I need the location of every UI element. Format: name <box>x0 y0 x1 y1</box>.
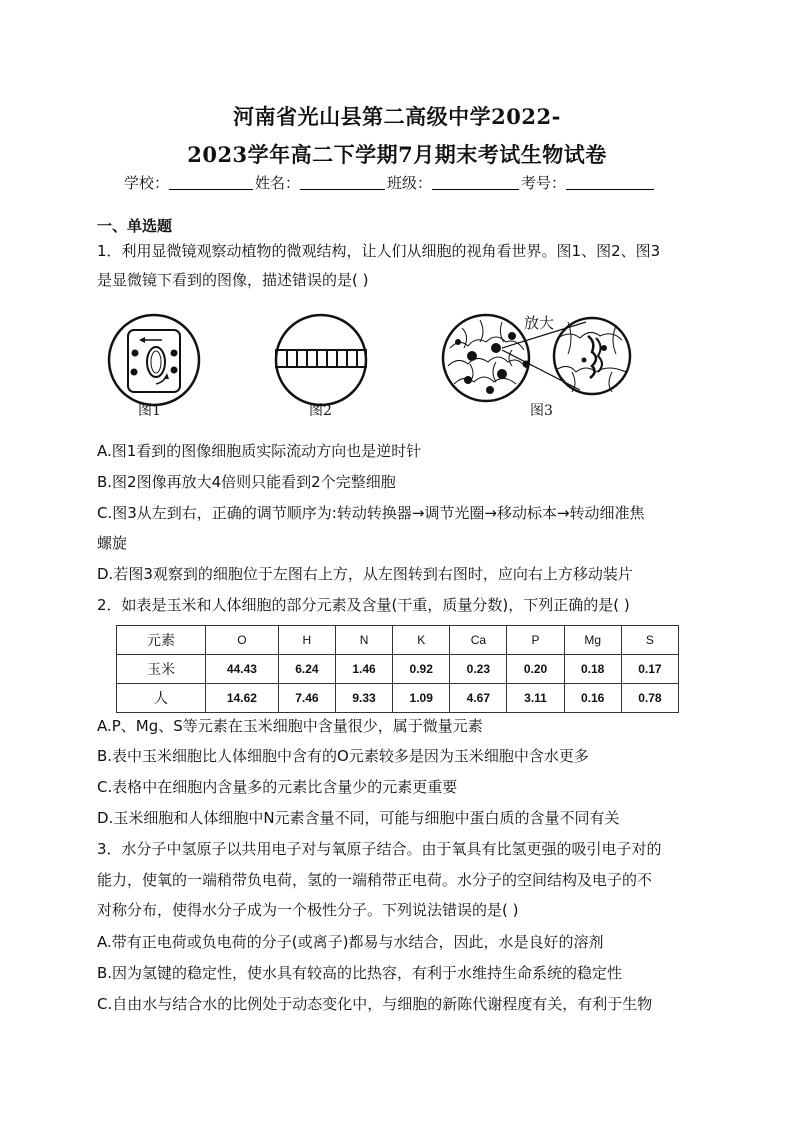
q3-option-a: A.带有正电荷或负电荷的分子(或离子)都易与水结合，因此，水是良好的溶剂 <box>97 933 604 951</box>
q2-option-b: B.表中玉米细胞比人体细胞中含有的O元素较多是因为玉米细胞中含水更多 <box>97 747 589 765</box>
q2-option-a: A.P、Mg、S等元素在玉米细胞中含量很少，属于微量元素 <box>97 717 483 735</box>
student-info-row <box>124 172 654 193</box>
q1-option-d: D.若图3观察到的细胞位于左图右上方，从左图转到右图时，应向右上方移动装片 <box>97 565 633 583</box>
q3-option-c: C.自由水与结合水的比例处于动态变化中，与细胞的新陈代谢程度有关，有利于生物 <box>97 995 653 1013</box>
q3-stem-line3: 对称分布，使得水分子成为一个极性分子。下列说法错误的是( ) <box>97 901 519 919</box>
figure-2-caption: 图2 <box>309 403 332 419</box>
name-blank[interactable] <box>300 175 385 190</box>
table-cell: 14.62 <box>206 684 279 713</box>
q2-stem: 2．如表是玉米和人体细胞的部分元素及含量(干重，质量分数)，下列正确的是( ) <box>97 596 630 614</box>
element-content-table <box>116 625 679 713</box>
q1-stem-line2: 是显微镜下看到的图像，描述错误的是( ) <box>97 271 369 289</box>
q3-stem-line2: 能力，使氧的一端稍带负电荷，氢的一端稍带正电荷。水分子的空间结构及电子的不 <box>97 871 653 889</box>
exam-number-blank[interactable] <box>566 175 654 190</box>
q2-option-d: D.玉米细胞和人体细胞中N元素含量不同，可能与细胞中蛋白质的含量不同有关 <box>97 809 620 827</box>
table-header-cell: O <box>206 626 279 655</box>
figure-2-image <box>273 312 369 408</box>
q2-option-c: C.表格中在细胞内含量多的元素比含量少的元素更重要 <box>97 778 458 796</box>
table-row-corn <box>117 655 679 684</box>
table-header-cell: K <box>393 626 450 655</box>
table-cell: 44.43 <box>206 655 279 684</box>
table-header-cell: Mg <box>564 626 621 655</box>
table-header-cell: Ca <box>450 626 507 655</box>
table-cell: 人 <box>117 684 206 713</box>
name-label: 姓名： <box>255 174 301 192</box>
q1-option-c-line2: 螺旋 <box>97 534 128 552</box>
school-label: 学校： <box>124 174 170 192</box>
table-cell: 0.17 <box>621 655 678 684</box>
q1-stem-line1: 1．利用显微镜观察动植物的微观结构，让人们从细胞的视角看世界。图1、图2、图3 <box>97 242 661 260</box>
figure-1-image <box>106 312 202 408</box>
table-cell: 6.24 <box>278 655 335 684</box>
q3-stem-line1: 3．水分子中氢原子以共用电子对与氧原子结合。由于氧具有比氢更强的吸引电子对的 <box>97 840 662 858</box>
exam-title-line2: 2023学年高二下学期7月期末考试生物试卷 <box>187 142 607 167</box>
table-row-human <box>117 684 679 713</box>
q1-option-b: B.图2图像再放大4倍则只能看到2个完整细胞 <box>97 473 396 491</box>
table-header-cell: N <box>335 626 392 655</box>
table-header-cell: H <box>278 626 335 655</box>
exam-title-line1: 河南省光山县第二高级中学2022- <box>233 104 561 129</box>
table-cell: 3.11 <box>507 684 564 713</box>
table-header-row <box>117 626 679 655</box>
figure-3-zoom-label: 放大 <box>524 314 555 332</box>
table-cell: 0.20 <box>507 655 564 684</box>
q1-option-c-line1: C.图3从左到右，正确的调节顺序为:转动转换器→调节光圈→移动标本→转动细准焦 <box>97 504 645 522</box>
table-cell: 1.46 <box>335 655 392 684</box>
class-blank[interactable] <box>432 175 519 190</box>
figure-3-caption: 图3 <box>530 403 553 419</box>
q3-option-b: B.因为氢键的稳定性，使水具有较高的比热容，有利于水维持生命系统的稳定性 <box>97 964 623 982</box>
table-cell: 1.09 <box>393 684 450 713</box>
table-cell: 0.78 <box>621 684 678 713</box>
q1-option-a: A.图1看到的图像细胞质实际流动方向也是逆时针 <box>97 442 422 460</box>
table-cell: 0.18 <box>564 655 621 684</box>
table-cell: 7.46 <box>278 684 335 713</box>
exam-number-label: 考号： <box>521 174 567 192</box>
class-label: 班级： <box>387 174 433 192</box>
table-cell: 0.16 <box>564 684 621 713</box>
table-header-cell: P <box>507 626 564 655</box>
table-header-cell: S <box>621 626 678 655</box>
table-cell: 9.33 <box>335 684 392 713</box>
school-blank[interactable] <box>169 175 253 190</box>
table-cell: 玉米 <box>117 655 206 684</box>
table-cell: 0.92 <box>393 655 450 684</box>
section-title: 一、单选题 <box>97 217 173 235</box>
table-header-cell: 元素 <box>117 626 206 655</box>
table-cell: 0.23 <box>450 655 507 684</box>
figure-1-caption: 图1 <box>138 403 161 419</box>
table-cell: 4.67 <box>450 684 507 713</box>
